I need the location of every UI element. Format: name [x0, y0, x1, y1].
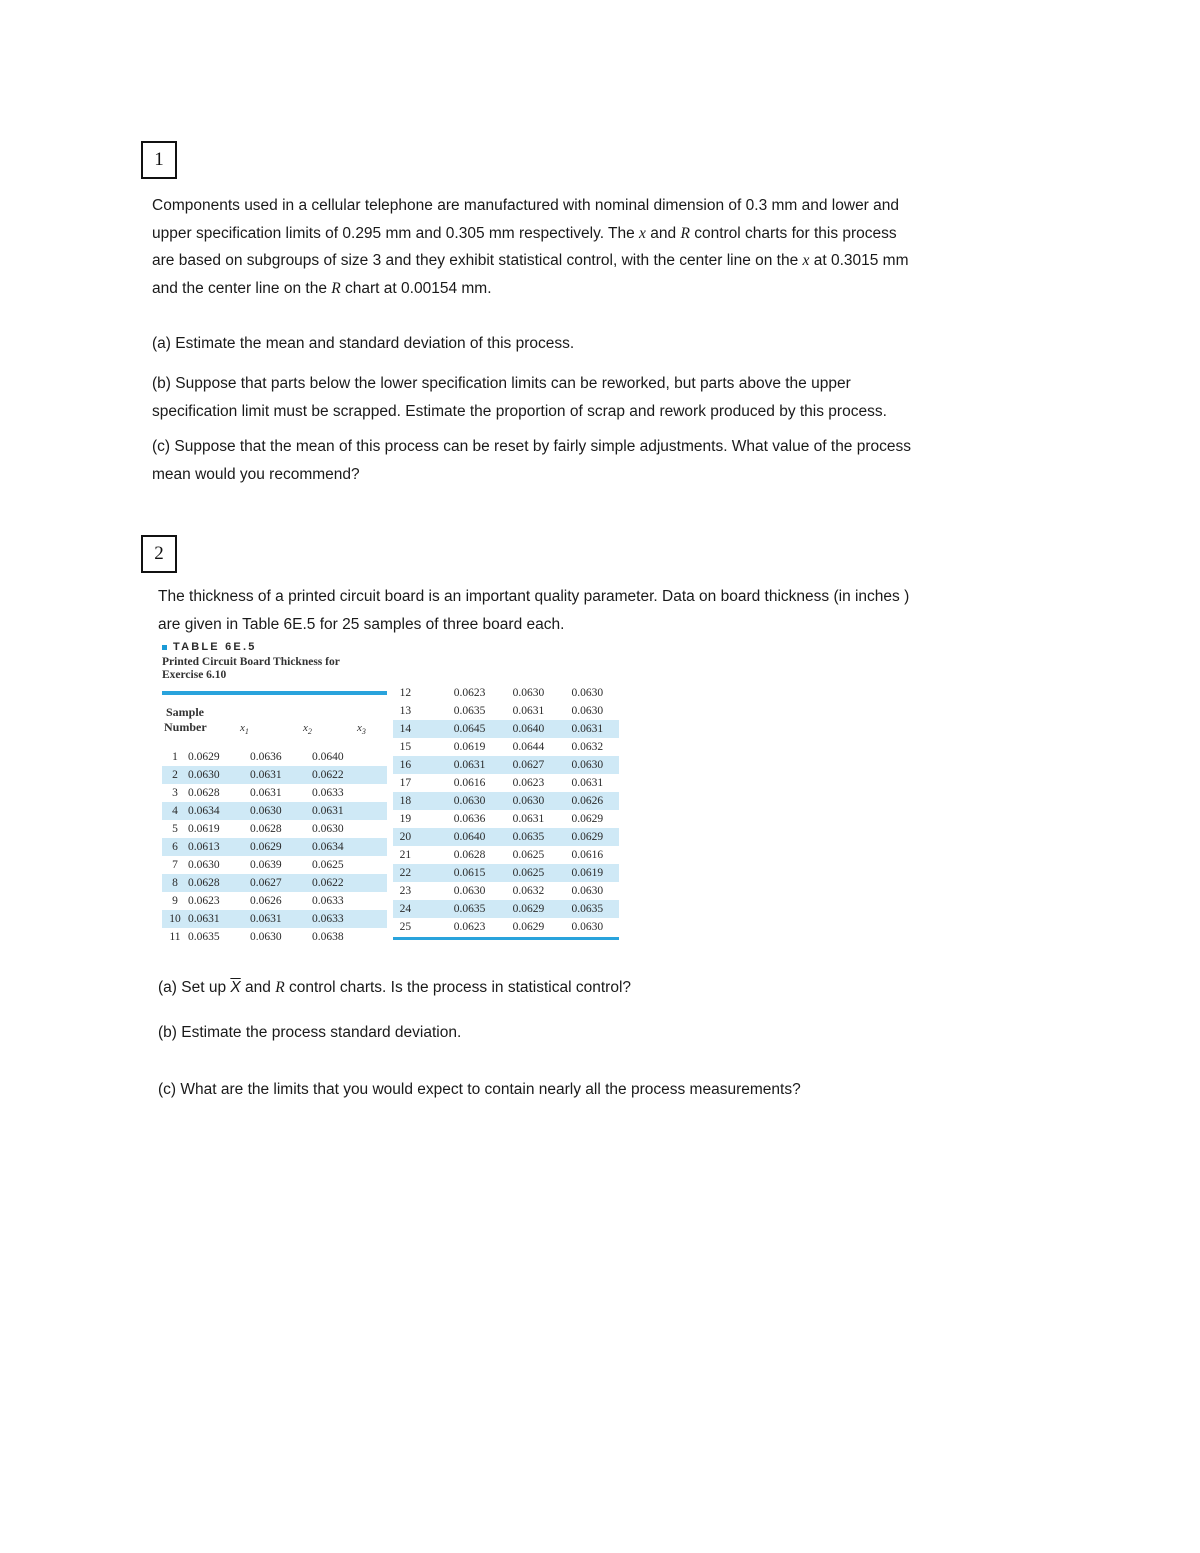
- table-label: TABLE 6E.5: [162, 641, 340, 653]
- table-row: 16 0.0631 0.0627 0.0630: [393, 756, 619, 774]
- table-left-block: [162, 748, 387, 946]
- table-row: 4 0.0634 0.0630 0.0631: [162, 802, 387, 820]
- table-row: 8 0.0628 0.0627 0.0622: [162, 874, 387, 892]
- table-row: 9 0.0623 0.0626 0.0633: [172, 895, 344, 907]
- q1-intro-line-2: upper specification limits of 0.295 mm and 0.305 mm respectively. The x and R control charts for this process: [152, 224, 897, 242]
- table-row: 25 0.0623 0.0629 0.0630: [399, 921, 604, 933]
- table-row: 17 0.0616 0.0623 0.0631: [399, 777, 604, 789]
- question-1-part-a: (a) Estimate the mean and standard deviation of this process.: [152, 335, 575, 352]
- table-row: 12 0.0623 0.0630 0.0630: [399, 687, 604, 699]
- table-row: 13 0.0635 0.0631 0.0630: [399, 705, 604, 717]
- table-row: 24 0.0635 0.0629 0.0635: [393, 900, 619, 918]
- table-row: 14 0.0645 0.0640 0.0631: [393, 720, 619, 738]
- col-header-x2: $x_2$: [303, 722, 312, 737]
- table-top-rule-left: [162, 691, 387, 695]
- q1-intro-line-3: are based on subgroups of size 3 and they exhibit statistical control, with the center line on the x at 0.3015 mm: [152, 252, 909, 269]
- table-row: 22 0.0615 0.0625 0.0619: [393, 864, 619, 882]
- table-row: 6 0.0613 0.0629 0.0634: [162, 838, 387, 856]
- question-2-part-a: (a) Set up $\overline{X}$ and R control charts. Is the process in statistical control?: [158, 979, 632, 996]
- question-1-part-b: (b) Suppose that parts below the lower specification limits can be reworked, but parts above the upper specification limit must be scrapped. Estimate the proportion of scrap and rework produced by this process.: [152, 375, 887, 420]
- table-title: Printed Circuit Board Thickness for Exercise 6.10: [162, 656, 340, 681]
- question-1-intro: [152, 192, 909, 302]
- table-bullet-icon: [162, 645, 167, 650]
- table-row: 21 0.0628 0.0625 0.0616: [399, 849, 604, 861]
- table-right-block: [393, 684, 619, 936]
- question-2-intro: The thickness of a printed circuit board is an important quality parameter. Data on board thickness (in inches ) are given in Table 6E.5 for 25 samples of three board each.: [158, 588, 910, 633]
- table-row: 7 0.0630 0.0639 0.0625: [172, 859, 344, 871]
- table-row: 23 0.0630 0.0632 0.0630: [399, 885, 604, 897]
- q1-intro-line-1: Components used in a cellular telephone are manufactured with nominal dimension of 0.3 mm and lower and: [152, 197, 900, 214]
- table-bottom-rule-right: [393, 937, 619, 940]
- table-row: 1 0.0629 0.0636 0.0640: [172, 751, 344, 763]
- table-row: 2 0.0630 0.0631 0.0622: [162, 766, 387, 784]
- table-header-sample: Sample Number: [164, 705, 207, 734]
- question-1-number: 1: [141, 141, 177, 179]
- col-header-x1: $x_1$: [240, 722, 249, 737]
- table-row: 10 0.0631 0.0631 0.0633: [162, 910, 387, 928]
- table-row: 19 0.0636 0.0631 0.0629: [399, 813, 604, 825]
- table-row: 18 0.0630 0.0630 0.0626: [393, 792, 619, 810]
- q1-intro-line-4: and the center line on the R chart at 0.00154 mm.: [152, 279, 492, 297]
- table-row: 20 0.0640 0.0635 0.0629: [393, 828, 619, 846]
- question-2-part-b: (b) Estimate the process standard deviation.: [158, 1024, 462, 1041]
- question-2-number: 2: [141, 535, 177, 573]
- table-caption: [162, 641, 340, 682]
- table-row: 11 0.0635 0.0630 0.0638: [169, 931, 344, 943]
- question-1-part-c: (c) Suppose that the mean of this process can be reset by fairly simple adjustments. What value of the process mean would you recommend?: [152, 438, 912, 483]
- table-row: 5 0.0619 0.0628 0.0630: [172, 823, 344, 835]
- col-header-x3: $x_3$: [357, 722, 366, 737]
- table-row: 3 0.0628 0.0631 0.0633: [172, 787, 344, 799]
- question-2-part-c: (c) What are the limits that you would expect to contain nearly all the process measurements?: [158, 1081, 801, 1098]
- table-row: 15 0.0619 0.0644 0.0632: [399, 741, 604, 753]
